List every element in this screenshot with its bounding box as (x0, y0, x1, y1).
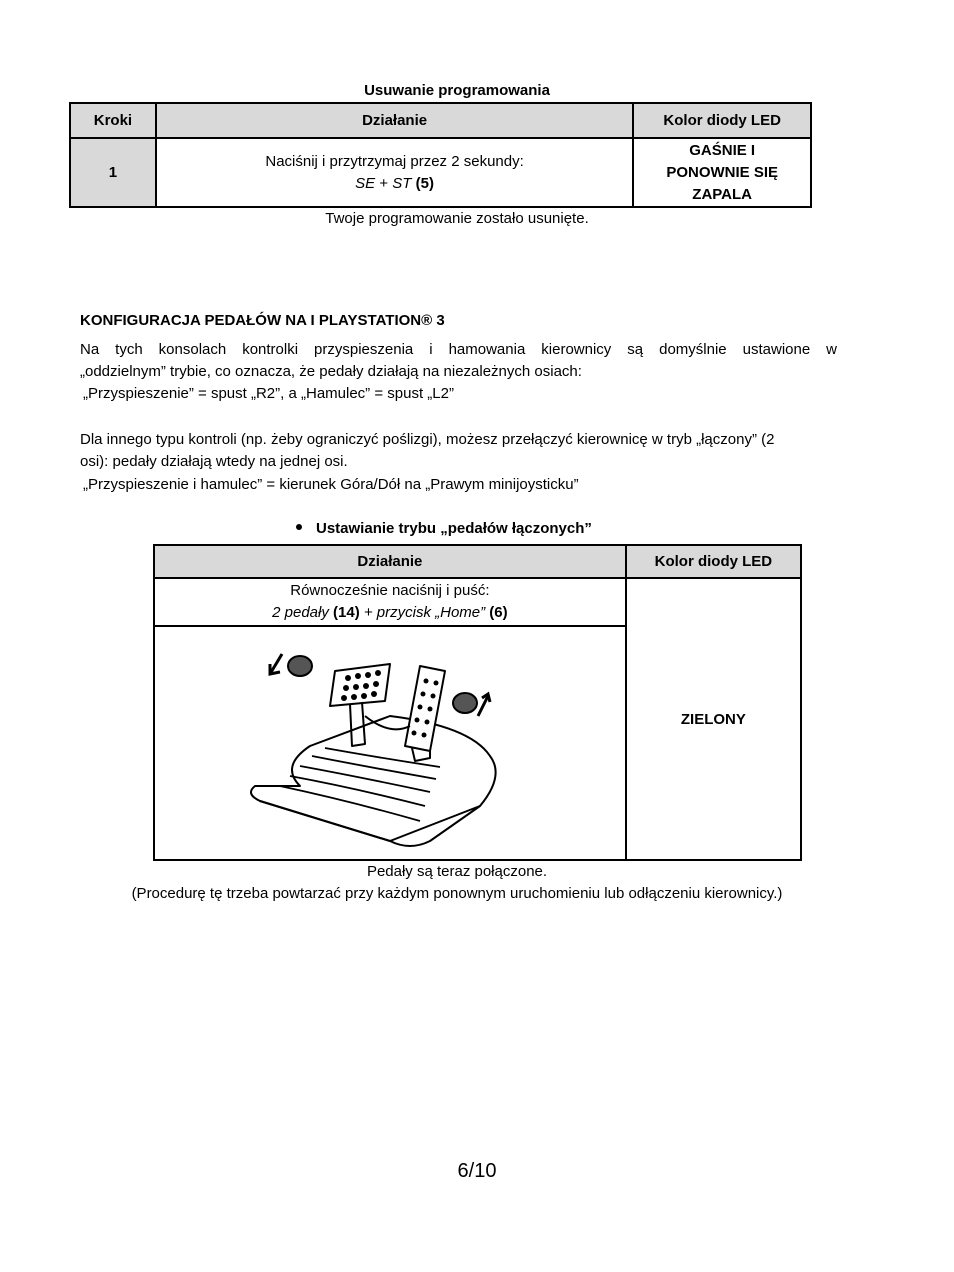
p2-line2: osi): pedały działają wtedy na jednej osi. (80, 453, 348, 470)
header-led-color: Kolor diody LED (633, 103, 811, 138)
action-cell (154, 578, 626, 626)
header-led-color: Kolor diody LED (626, 545, 801, 578)
p2-mapping: „Przyspieszenie i hamulec” = kierunek Góra/Dół na „Prawym minijoysticku” (83, 476, 579, 493)
note-line-2: (Procedurę tę trzeba powtarzać przy każdym ponownym uruchomieniu lub odłączeniu kierownicy.) (131, 885, 783, 902)
home-button-text: + przycisk „Home” (359, 604, 486, 621)
led-color-cell (633, 138, 811, 207)
p1-line2: „oddzielnym” trybie, co oznacza, że pedały działają na niezależnych osiach: (80, 363, 582, 380)
note-line-1: Pedały są teraz połączone. (366, 863, 548, 880)
table1-caption: Usuwanie programowania (364, 82, 550, 99)
action-combo (155, 602, 625, 624)
action-combo (157, 173, 633, 195)
paragraph-1 (80, 339, 837, 383)
st-key: ST (392, 174, 412, 192)
ref-5: (5) (411, 174, 434, 192)
p1-mapping: „Przyspieszenie” = spust „R2”, a „Hamulec” = spust „L2” (83, 385, 454, 402)
action-cell (156, 138, 634, 207)
table2-note (0, 861, 914, 905)
ref-14: (14) (328, 604, 360, 621)
page-number: 6/10 (457, 1160, 497, 1182)
programming-removal-table (69, 102, 812, 208)
action-instruction: Naciśnij i przytrzymaj przez 2 sekundy: (265, 152, 524, 170)
ref-6: (6) (485, 604, 508, 621)
p1-line1: Na tych konsolach kontrolki przyspieszenia i hamowania kierownicy są domyślnie ustawione w (80, 341, 837, 358)
led-line-2: PONOWNIE SIĘ (666, 163, 778, 181)
led-color-cell: ZIELONY (626, 578, 801, 860)
header-action: Działanie (154, 545, 626, 578)
header-steps: Kroki (70, 103, 156, 138)
action-instruction: Równocześnie naciśnij i puść: (290, 582, 490, 599)
header-action: Działanie (156, 103, 634, 138)
plus-sign: + (375, 174, 393, 192)
pedals-illustration (240, 636, 540, 851)
bullet-icon (296, 524, 302, 530)
section-title: KONFIGURACJA PEDAŁÓW NA I PLAYSTATION® 3 (80, 312, 445, 329)
pedals-text: 2 pedały (272, 604, 329, 621)
se-key: SE (355, 174, 376, 192)
combined-pedals-table (153, 544, 802, 861)
step-number: 1 (70, 138, 156, 207)
table1-note: Twoje programowanie zostało usunięte. (325, 210, 589, 227)
paragraph-2 (80, 429, 837, 473)
table2-caption-text: Ustawianie trybu „pedałów łączonych” (316, 520, 592, 537)
led-line-1: GAŚNIE I (689, 141, 756, 159)
pedals-illustration-cell (154, 626, 626, 860)
p2-line1: Dla innego typu kontroli (np. żeby ograniczyć poślizgi), możesz przełączyć kierownicę w tryb „łączony” (2 (80, 431, 775, 448)
led-line-3: ZAPALA (692, 185, 753, 203)
table2-caption (296, 520, 592, 537)
